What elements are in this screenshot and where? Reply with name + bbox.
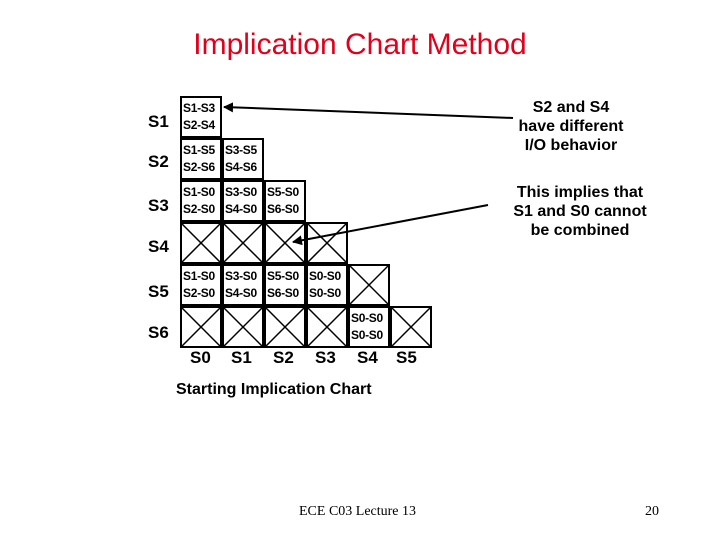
row-label: S1 [148,112,169,131]
cell-implied-pair: S5-S0 [267,269,299,283]
column-label: S4 [357,348,378,367]
note-io-behavior-line: S2 and S4 [532,99,610,116]
cell-implied-pair: S2-S0 [183,202,215,216]
row-label: S4 [148,237,169,256]
arrow-to-s4-s3-cell [293,205,488,242]
note-implication-line: This implies that [516,184,644,201]
cell-implied-pair: S5-S0 [267,185,299,199]
cell-implied-pair: S3-S0 [225,185,257,199]
cell-implied-pair: S2-S4 [183,118,215,132]
cell-implied-pair: S0-S0 [351,311,383,325]
cell-implied-pair: S4-S6 [225,160,257,174]
note-io-behavior-line: I/O behavior [524,137,618,154]
note-implication-line: S1 and S0 cannot [513,203,647,220]
cell-implied-pair: S0-S0 [351,328,383,342]
cell-implied-pair: S0-S0 [309,269,341,283]
column-label: S5 [396,348,417,367]
row-label: S5 [148,282,169,301]
column-label: S2 [273,348,294,367]
cell-implied-pair: S1-S0 [183,269,215,283]
cell-implied-pair: S2-S0 [183,286,215,300]
column-label: S0 [190,348,211,367]
note-implication-line: be combined [530,222,630,239]
cell-implied-pair: S6-S0 [267,202,299,216]
cell-implied-pair: S4-S0 [225,286,257,300]
slide-title: Implication Chart Method [193,28,527,61]
row-label: S2 [148,152,169,171]
footer-course: ECE C03 Lecture 13 [299,504,417,519]
cell-implied-pair: S1-S0 [183,185,215,199]
column-label: S3 [315,348,336,367]
row-label: S6 [148,323,169,342]
cell-implied-pair: S1-S3 [183,101,215,115]
cell-implied-pair: S1-S5 [183,143,215,157]
chart-caption: Starting Implication Chart [176,381,372,398]
page-number: 20 [645,504,659,519]
cell-implied-pair: S3-S0 [225,269,257,283]
note-io-behavior-line: have different [518,118,624,135]
cell-implied-pair: S2-S6 [183,160,215,174]
column-label: S1 [231,348,252,367]
cell-implied-pair: S0-S0 [309,286,341,300]
row-label: S3 [148,196,169,215]
cell-implied-pair: S4-S0 [225,202,257,216]
cell-implied-pair: S6-S0 [267,286,299,300]
arrow-to-s1-s0-cell [224,107,513,118]
cell-implied-pair: S3-S5 [225,143,257,157]
